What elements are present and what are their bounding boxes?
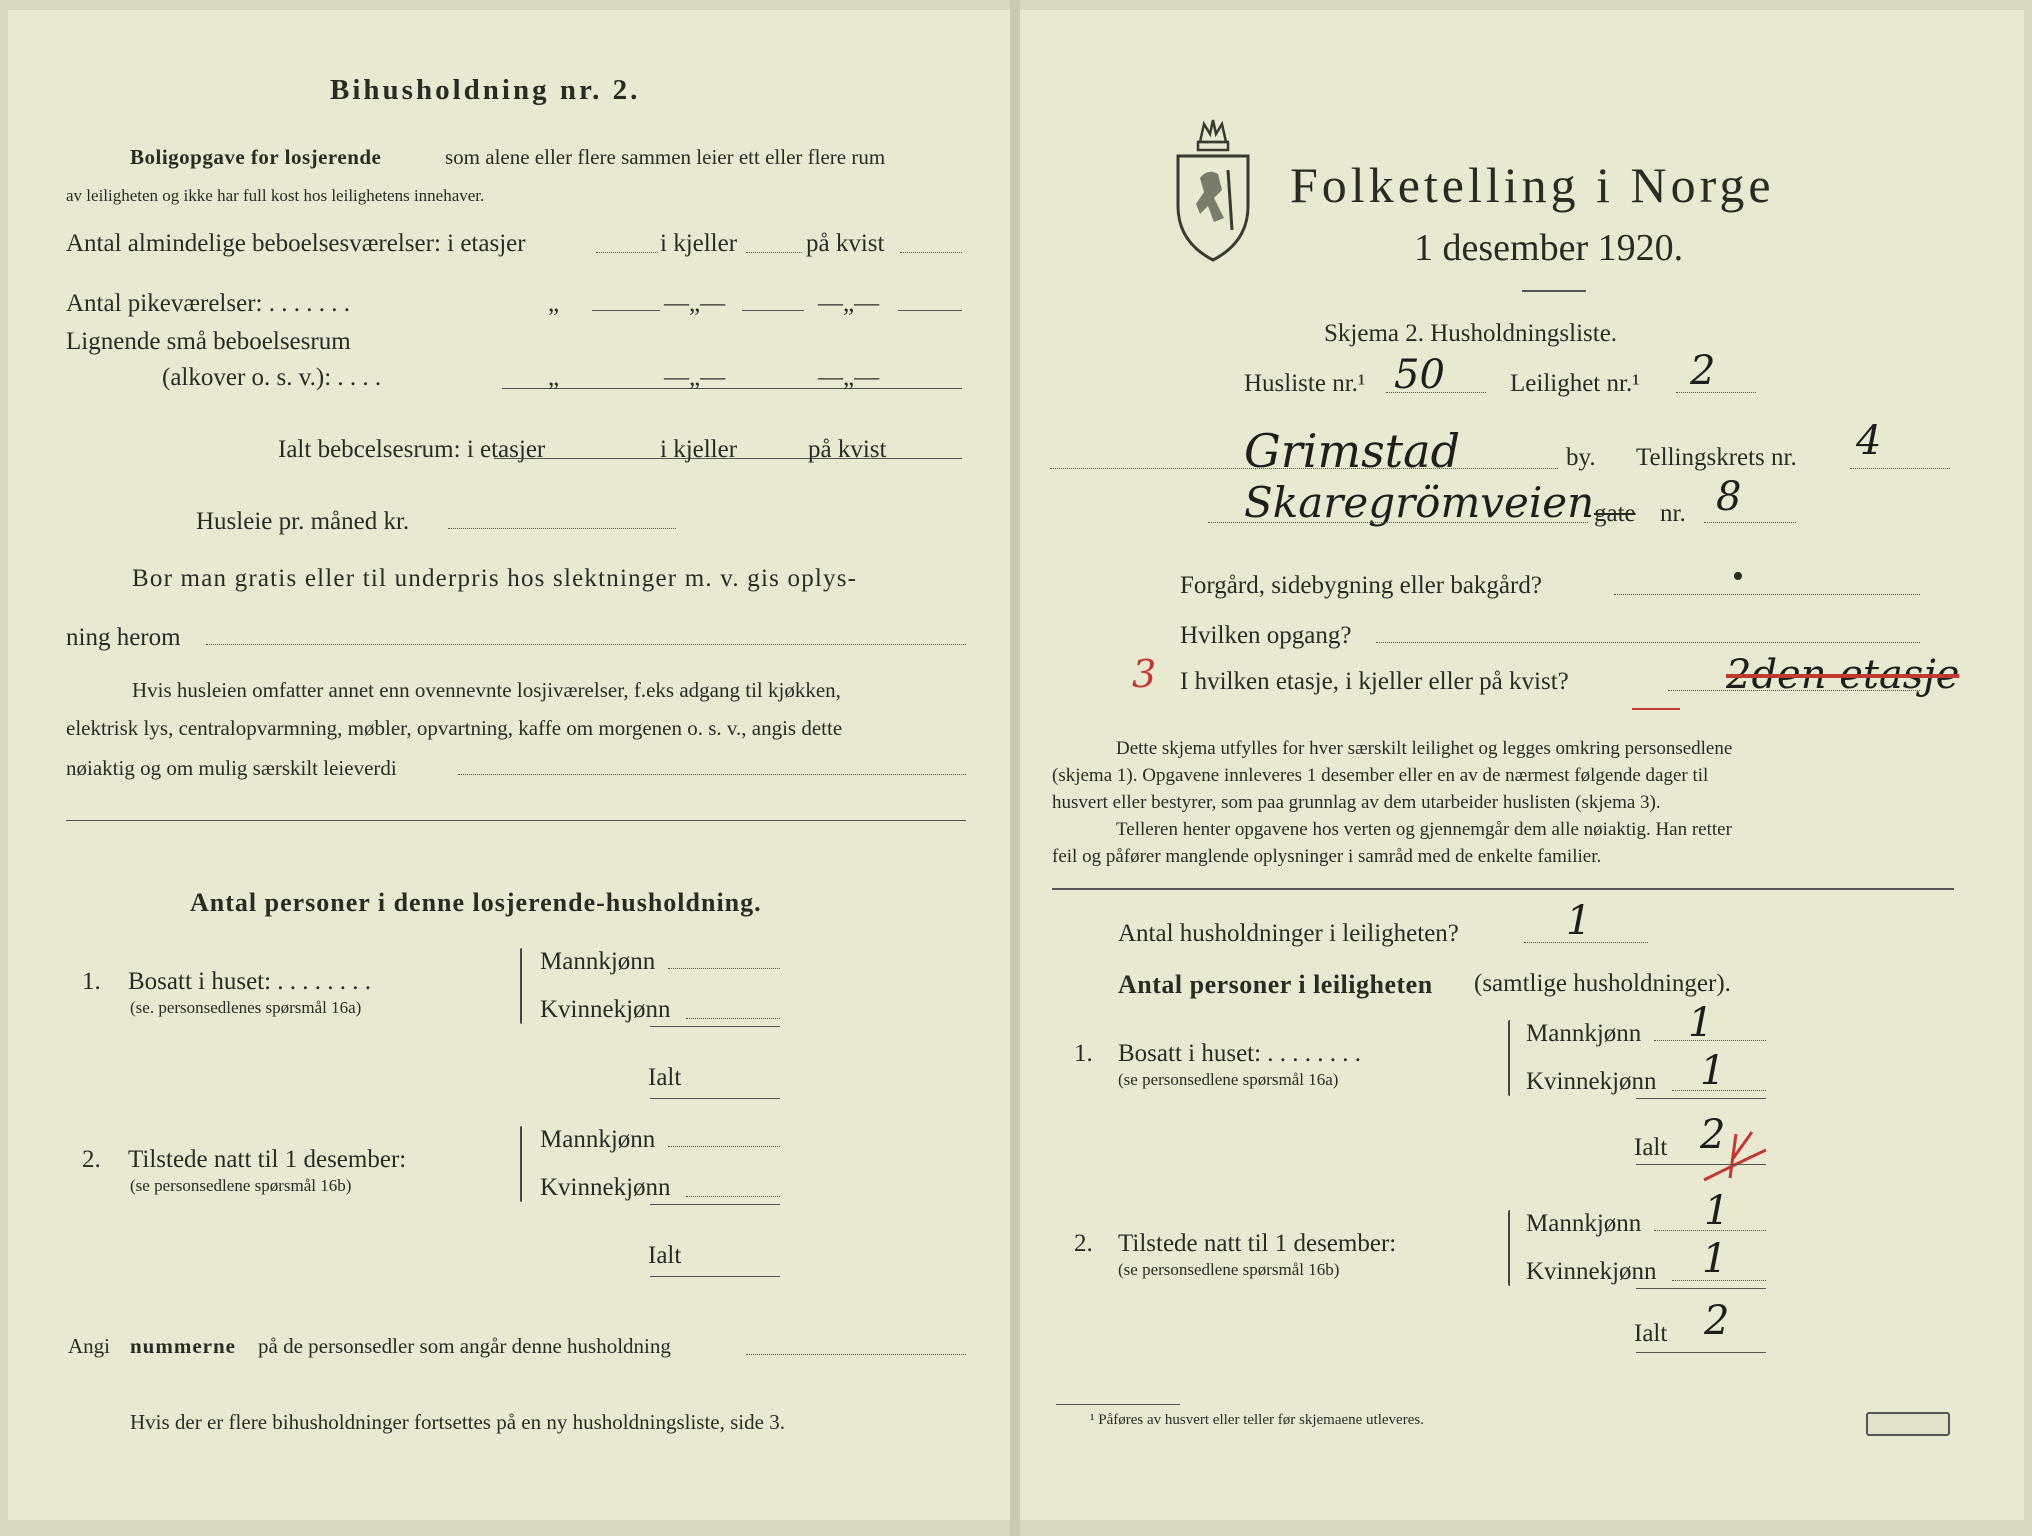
left-q2-ialt-field (650, 1276, 780, 1277)
right-q1-ialt-value: 2 (1700, 1112, 1726, 1158)
husleie-label: Husleie pr. måned kr. (196, 508, 410, 535)
angi-field (746, 1354, 966, 1355)
coat-of-arms-icon (1170, 118, 1256, 264)
left-q1-sum-rule (650, 1026, 780, 1027)
left-q2-brace (520, 1126, 522, 1202)
right-q2-kvinne: Kvinnekjønn (1526, 1258, 1657, 1285)
right-q2-mann: Mannkjønn (1526, 1210, 1642, 1237)
ialt-rooms-kvist: på kvist (808, 436, 887, 463)
left-q2-label: Tilstede natt til 1 desember: (128, 1146, 407, 1173)
leilighet-label: Leilighet nr.¹ (1510, 370, 1640, 397)
pike-field-1 (592, 310, 660, 311)
gratis-line2: ning herom (66, 624, 181, 651)
instr-line4: Telleren henter opgavene hos verten og gjennemgår dem alle nøiaktig. Han retter (1116, 819, 1732, 840)
rooms-kvist: på kvist (806, 230, 885, 257)
forgard-field (1614, 594, 1920, 595)
skjema-label: Skjema 2. Husholdningsliste. (1324, 320, 1618, 347)
left-q2-kvinne-field (686, 1196, 780, 1197)
lignende-label: Lignende små beboelsesrum (66, 328, 351, 355)
street-value: Skaregrömveien (1244, 478, 1595, 527)
angi-rest: på de personsedler som angår denne husholdning (258, 1334, 671, 1358)
gratis-line1: Bor man gratis eller til underpris hos slektninger m. v. gis oplys- (132, 565, 858, 592)
left-q1-mann: Mannkjønn (540, 948, 656, 975)
antal-pers-rest: (samtlige husholdninger). (1474, 970, 1731, 997)
antal-hush-value: 1 (1566, 898, 1592, 944)
angi-pre: Angi (68, 1334, 110, 1358)
left-q1-sub: (se. personsedlenes spørsmål 16a) (130, 998, 362, 1017)
street-nr-value: 8 (1716, 474, 1742, 520)
right-q1-mann: Mannkjønn (1526, 1020, 1642, 1047)
right-q2-sum-rule (1636, 1288, 1766, 1289)
instr-line2: (skjema 1). Opgavene innleveres 1 desember eller en av de nærmest følgende dager til (1052, 765, 1709, 786)
rooms-kjeller: i kjeller (660, 230, 738, 257)
husliste-field (1386, 392, 1486, 393)
right-q1-ialt: Ialt (1634, 1134, 1668, 1161)
right-q1-kvinne: Kvinnekjønn (1526, 1068, 1657, 1095)
gate-label: gate (1594, 500, 1636, 527)
right-q2-brace (1508, 1210, 1510, 1286)
right-title: Folketelling i Norge (1290, 157, 1775, 213)
kvist-red-underline (1632, 708, 1680, 710)
pike-ditto-1: „ (548, 290, 560, 317)
rooms-etasjer-field (596, 252, 658, 253)
street-field (1208, 522, 1588, 523)
right-q2-ialt-value: 2 (1704, 1298, 1730, 1344)
antal-pers-bold: Antal personer i leiligheten (1118, 970, 1433, 999)
left-antal-heading: Antal personer i denne losjerende-husholdning. (190, 888, 762, 917)
husleie-field (448, 528, 676, 529)
tellingskrets-value: 4 (1856, 418, 1882, 464)
right-q2-label: Tilstede natt til 1 desember: (1118, 1230, 1397, 1257)
footnote: ¹ Påføres av husvert eller teller før skjemaene utleveres. (1090, 1412, 1424, 1428)
instr-line3: husvert eller bestyrer, som paa grunnlag av dem utarbeider huslisten (skjema 3). (1052, 792, 1661, 813)
left-q2-ialt: Ialt (648, 1242, 682, 1269)
alkover-ditto-2: —„— (664, 364, 726, 391)
right-q1-label: Bosatt i huset: . . . . . . . . (1118, 1040, 1362, 1067)
left-q1-ialt: Ialt (648, 1064, 682, 1091)
ialt-rooms-label: Ialt bebcelsesrum: i etasjer (278, 436, 546, 463)
title-rule (1522, 290, 1586, 292)
alkover-ditto-1: „ (548, 364, 560, 391)
leieverdi-field (458, 774, 966, 775)
right-q2-kvinne-field (1672, 1280, 1766, 1281)
by-value: Grimstad (1244, 424, 1461, 478)
left-q2-mann: Mannkjønn (540, 1126, 656, 1153)
husliste-value: 50 (1394, 352, 1445, 398)
pike-label: Antal pikeværelser: . . . . . . . (66, 290, 350, 317)
tellingskrets-field (1850, 468, 1950, 469)
antal-hush-label: Antal husholdninger i leiligheten? (1118, 920, 1459, 947)
left-q2-kvinne: Kvinnekjønn (540, 1174, 671, 1201)
leilighet-field (1676, 392, 1756, 393)
right-q1-mann-field (1654, 1040, 1766, 1041)
street-nr-label: nr. (1660, 500, 1686, 527)
rooms-label: Antal almindelige beboelsesværelser: i etasjer (66, 230, 526, 257)
left-q1-kvinne-field (686, 1018, 780, 1019)
left-q2-sum-rule (650, 1204, 780, 1205)
printer-stamp (1866, 1412, 1950, 1436)
instr-line1: Dette skjema utfylles for hver særskilt leilighet og legges omkring personsedlene (1116, 738, 1733, 759)
right-q1-num: 1. (1074, 1040, 1093, 1067)
pike-field-2 (742, 310, 804, 311)
left-q2-mann-field (668, 1146, 780, 1147)
right-date: 1 desember 1920. (1414, 227, 1684, 269)
intro-line2: av leiligheten og ikke har full kost hos leilighetens innehaver. (66, 186, 485, 205)
page-fold (1010, 0, 1020, 1536)
right-q1-sum-rule (1636, 1098, 1766, 1099)
right-q2-num: 2. (1074, 1230, 1093, 1257)
pike-ditto-2: —„— (664, 290, 726, 317)
street-nr-field (1704, 522, 1796, 523)
left-footer: Hvis der er flere bihusholdninger fortsettes på en ny husholdningsliste, side 3. (130, 1410, 785, 1434)
antal-hush-field (1524, 942, 1648, 943)
intro-rest: som alene eller flere sammen leier ett eller flere rum (445, 145, 886, 169)
opgang-label: Hvilken opgang? (1180, 622, 1352, 649)
ialt-rooms-kjeller: i kjeller (660, 436, 738, 463)
left-q1-label: Bosatt i huset: . . . . . . . . (128, 968, 372, 995)
right-q1-kvinne-field (1672, 1090, 1766, 1091)
left-q2-sub: (se personsedlene spørsmål 16b) (130, 1176, 352, 1195)
forgard-value: • (1732, 558, 1744, 595)
alkover-underline (502, 388, 962, 389)
margin-mark: 3 (1132, 652, 1157, 696)
pike-ditto-3: —„— (818, 290, 880, 317)
red-correction-mark (1696, 1124, 1776, 1184)
forgard-label: Forgård, sidebygning eller bakgård? (1180, 572, 1542, 599)
right-q2-sub: (se personsedlene spørsmål 16b) (1118, 1260, 1340, 1279)
section-rule (1052, 888, 1954, 890)
etasje-value: 2den etasje (1726, 652, 1960, 698)
husliste-label: Husliste nr.¹ (1244, 370, 1366, 397)
rooms-kjeller-field (746, 252, 802, 253)
tellingskrets-label: Tellingskrets nr. (1636, 444, 1797, 471)
gratis-field (206, 644, 966, 645)
pike-field-3 (898, 310, 962, 311)
right-q2-kvinne-value: 1 (1702, 1236, 1728, 1282)
angi-bold: nummerne (130, 1334, 236, 1358)
left-title: Bihusholdning nr. 2. (330, 74, 641, 106)
right-q2-ialt-field (1636, 1352, 1766, 1353)
alkover-label: (alkover o. s. v.): . . . . (162, 364, 382, 391)
by-label: by. (1566, 444, 1596, 471)
left-q1-mann-field (668, 968, 780, 969)
instr-line5: feil og påfører manglende oplysninger i samråd med de enkelte familier. (1052, 846, 1602, 867)
right-q1-brace (1508, 1020, 1510, 1096)
left-q1-ialt-field (650, 1098, 780, 1099)
etasje-label: I hvilken etasje, i kjeller eller på kvist? (1180, 668, 1569, 695)
leilighet-value: 2 (1690, 348, 1716, 394)
footnote-rule (1056, 1404, 1180, 1405)
etasje-field (1668, 690, 1920, 691)
intro-bold: Boligopgave for losjerende (130, 145, 382, 169)
right-q1-ialt-field (1636, 1164, 1766, 1165)
right-q2-ialt: Ialt (1634, 1320, 1668, 1347)
hvis-line3: nøiaktig og om mulig særskilt leieverdi (66, 756, 397, 780)
left-q2-num: 2. (82, 1146, 101, 1173)
right-q2-mann-value: 1 (1704, 1188, 1730, 1234)
left-q1-brace (520, 948, 522, 1024)
hvis-line1: Hvis husleien omfatter annet enn ovennevnte losjiværelser, f.eks adgang til kjøkken, (132, 678, 841, 702)
right-q1-mann-value: 1 (1688, 1000, 1714, 1046)
left-q1-num: 1. (82, 968, 101, 995)
hvis-line2: elektrisk lys, centralopvarmning, møbler, opvartning, kaffe om morgenen o. s. v., angis dette (66, 716, 843, 740)
opgang-field (1376, 642, 1920, 643)
by-field (1050, 468, 1558, 469)
right-q2-mann-field (1654, 1230, 1766, 1231)
right-q1-sub: (se personsedlene spørsmål 16a) (1118, 1070, 1339, 1089)
alkover-ditto-3: —„— (818, 364, 880, 391)
leieverdi-field-2 (66, 820, 966, 821)
left-q1-kvinne: Kvinnekjønn (540, 996, 671, 1023)
rooms-kvist-field (900, 252, 962, 253)
right-q1-kvinne-value: 1 (1700, 1048, 1726, 1094)
